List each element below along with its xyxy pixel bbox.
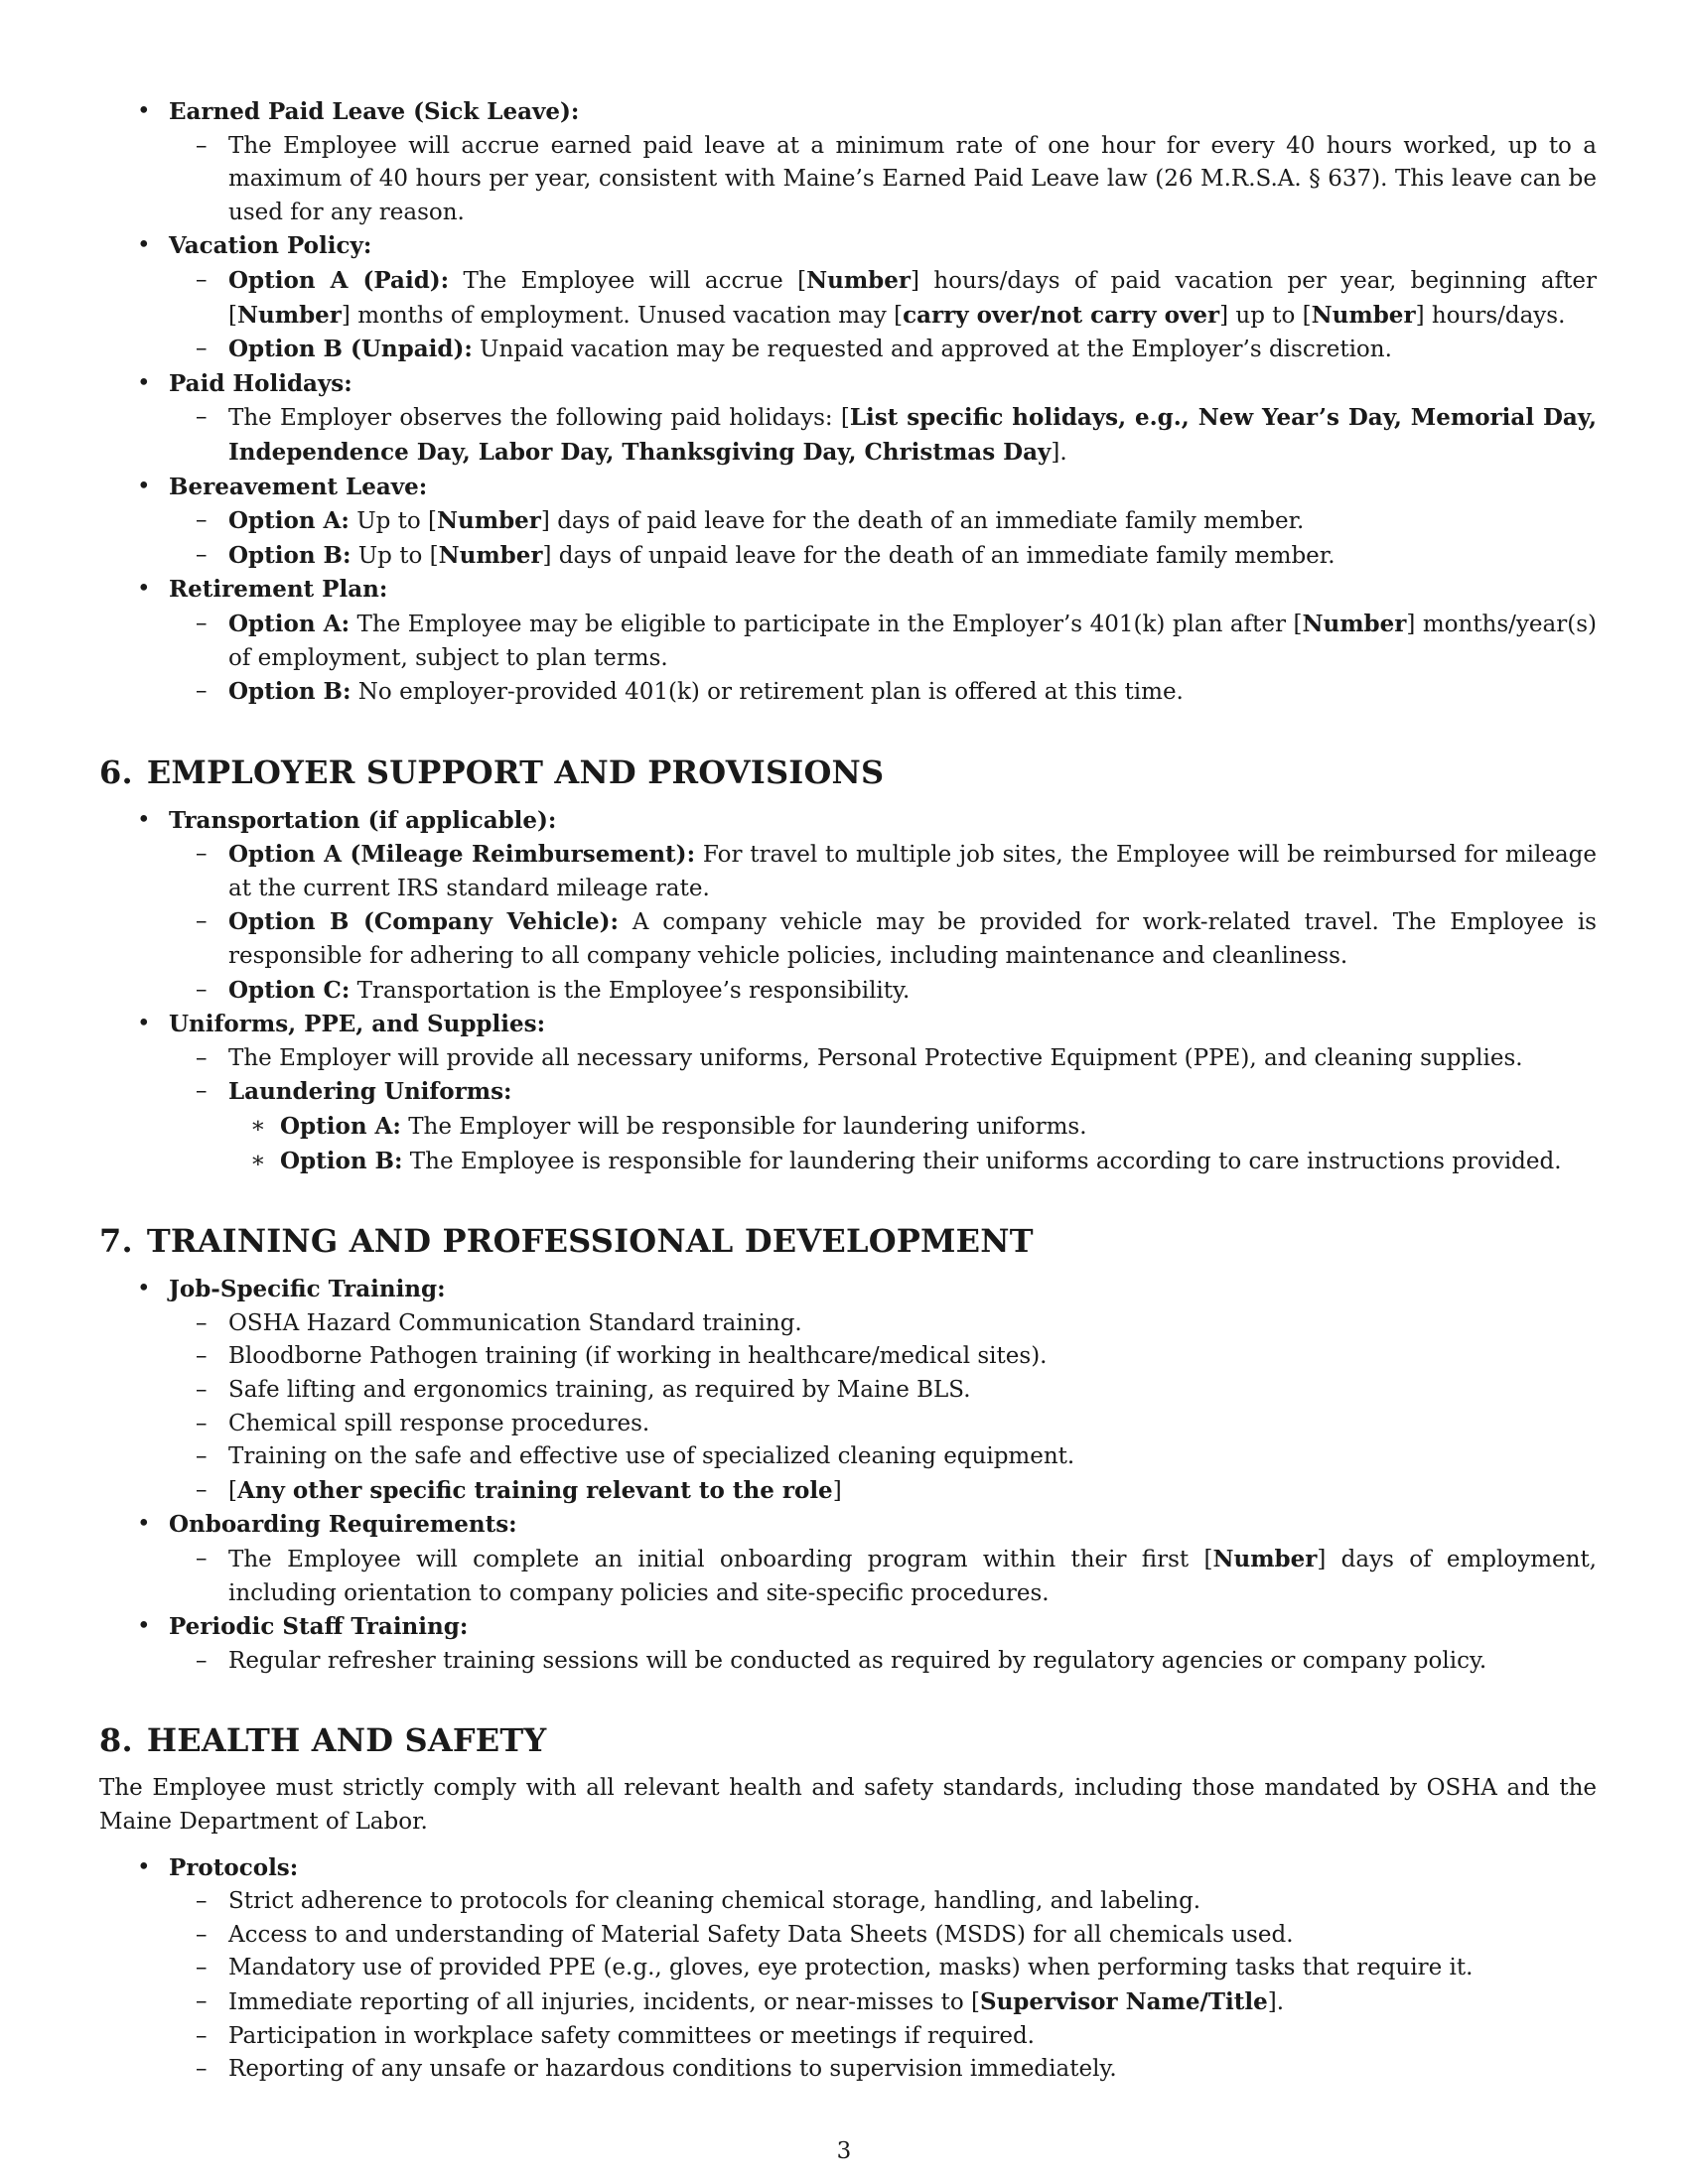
list-item (99, 608, 1597, 675)
list-item (99, 1408, 1597, 1441)
list-item (99, 471, 1597, 574)
body-text: A company vehicle may be provided for work-related travel. The Employee is responsible for adhering to all company vehicle policies, including maintenance and cleanliness. (228, 909, 1597, 970)
body-text: Immediate reporting of all injuries, incidents, or near-misses to [ (228, 1988, 980, 2015)
page-number: 3 (836, 2138, 852, 2164)
body-text: The Employee may be eligible to participate in the Employer’s 401(k) plan after [ (350, 611, 1303, 637)
body-text: The Employer observes the following paid holidays: [ (228, 405, 850, 432)
option-label: Option A (Mileage Reimbursement): (228, 841, 696, 869)
section-number: 7. (99, 1222, 133, 1261)
body-text: ] days of employment, including orientation to company policies and site-specific procedures. (228, 1546, 1597, 1606)
section-title: TRAINING AND PROFESSIONAL DEVELOPMENT (146, 1222, 1034, 1261)
option-label: Option A (Paid): (228, 266, 450, 294)
placeholder: Number (236, 301, 342, 329)
placeholder: Number (1302, 610, 1407, 637)
list-item (99, 333, 1597, 367)
section-heading-7 (99, 1221, 1597, 1261)
option-label: Option A: (228, 507, 350, 535)
list-item (99, 1110, 1597, 1145)
body-text: Unpaid vacation may be requested and approved at the Employer’s discretion. (472, 337, 1392, 363)
list-item (99, 1340, 1597, 1374)
item-heading: Protocols: (169, 1853, 299, 1881)
list-item (99, 974, 1597, 1009)
placeholder: Number (437, 507, 541, 535)
item-heading: Earned Paid Leave (Sick Leave): (169, 98, 580, 125)
list-item (99, 401, 1597, 470)
item-heading: Vacation Policy: (169, 232, 372, 260)
placeholder: Number (806, 266, 912, 294)
body-text: ] days of unpaid leave for the death of an immediate family member. (542, 542, 1336, 569)
section-heading-6 (99, 752, 1597, 792)
list-item (99, 1374, 1597, 1408)
body-text: ]. (1267, 1988, 1285, 2015)
placeholder: Number (438, 541, 543, 569)
body-text: Reporting of any unsafe or hazardous conditions to supervision immediately. (228, 2056, 1117, 2083)
safety-list (99, 1851, 1597, 2087)
list-item (99, 1307, 1597, 1341)
body-text: ] up to [ (1219, 302, 1312, 329)
placeholder: carry over/not carry over (903, 301, 1220, 329)
item-heading: Paid Holidays: (169, 369, 352, 397)
list-item (99, 1440, 1597, 1474)
section-title: HEALTH AND SAFETY (146, 1721, 547, 1760)
body-text: The Employer will be responsible for laundering uniforms. (400, 1114, 1087, 1141)
body-text: Up to [ (349, 508, 437, 535)
section-heading-8 (99, 1720, 1597, 1760)
option-label: Laundering Uniforms: (228, 1078, 512, 1106)
list-item (99, 675, 1597, 710)
option-label: Option B (Unpaid): (228, 336, 473, 363)
section-number: 8. (99, 1721, 133, 1760)
list-item (99, 804, 1597, 1009)
body-text: The Employer will provide all necessary uniforms, Personal Protective Equipment (PPE), and cleaning supplies. (228, 1044, 1523, 1071)
body-text: Access to and understanding of Material Safety Data Sheets (MSDS) for all chemicals used. (228, 1921, 1294, 1948)
body-text: Training on the safe and effective use of specialized cleaning equipment. (228, 1443, 1075, 1470)
benefits-list (99, 95, 1597, 710)
item-heading: Job-Specific Training: (169, 1276, 446, 1303)
body-text: Up to [ (351, 542, 439, 569)
body-text: OSHA Hazard Communication Standard training. (228, 1309, 802, 1336)
list-item (99, 1610, 1597, 1678)
placeholder: Number (1311, 301, 1416, 329)
list-item (99, 1851, 1597, 2087)
body-text: The Employee will accrue [ (449, 267, 807, 294)
body-text: ] months/year(s) of employment, subject to plan terms. (228, 611, 1597, 671)
list-item (99, 2020, 1597, 2054)
option-label: Option A: (228, 610, 351, 637)
option-label: Option A: (280, 1113, 401, 1141)
body-text: ] (832, 1477, 842, 1504)
placeholder: List specific holidays, e.g., New Year’s Day, Memorial Day, Independence Day, Labor Day, Thanksgiving Day, Christmas Day (228, 404, 1597, 466)
placeholder: Number (1212, 1545, 1318, 1572)
body-text: ] hours/days of paid vacation per year, beginning after [ (228, 267, 1597, 329)
body-text: The Employee is responsible for laundering their uniforms according to care instructions provided. (402, 1148, 1562, 1174)
list-item (99, 1985, 1597, 2020)
section-title: EMPLOYER SUPPORT AND PROVISIONS (146, 752, 885, 791)
option-label: Option C: (228, 976, 351, 1004)
body-text: For travel to multiple job sites, the Employee will be reimbursed for mileage at the current IRS standard mileage rate. (228, 842, 1597, 901)
list-item (99, 2053, 1597, 2087)
list-item (99, 1145, 1597, 1179)
support-list (99, 804, 1597, 1179)
list-item (99, 1008, 1597, 1178)
item-heading: Uniforms, PPE, and Supplies: (169, 1011, 546, 1038)
body-text: No employer-provided 401(k) or retirement plan is offered at this time. (351, 679, 1184, 706)
body-text: Safe lifting and ergonomics training, as required by Maine BLS. (228, 1377, 971, 1403)
body-text: ] days of paid leave for the death of an immediate family member. (540, 508, 1305, 535)
section-number: 6. (99, 752, 133, 791)
body-text: ] hours/days. (1415, 302, 1566, 329)
list-item (99, 905, 1597, 973)
list-item (99, 1042, 1597, 1076)
section-intro: The Employee must strictly comply with all relevant health and safety standards, including those mandated by OSHA and the Maine Department of Labor. (99, 1775, 1597, 1835)
placeholder: Any other specific training relevant to the role (236, 1476, 833, 1504)
body-text: [ (228, 1477, 237, 1504)
body-text: Regular refresher training sessions will be conducted as required by regulatory agencies or company policy. (228, 1647, 1487, 1674)
item-heading: Bereavement Leave: (169, 473, 428, 500)
body-text: ]. (1051, 439, 1067, 466)
list-item (99, 264, 1597, 333)
document-page (99, 95, 1597, 2087)
list-item (99, 1885, 1597, 1919)
list-item (99, 1474, 1597, 1509)
list-item (99, 539, 1597, 574)
list-item (99, 838, 1597, 905)
training-list (99, 1273, 1597, 1678)
item-heading: Onboarding Requirements: (169, 1511, 517, 1539)
option-label: Option B: (280, 1147, 403, 1174)
list-item (99, 1952, 1597, 1985)
body-text: The Employee will complete an initial onboarding program within their first [ (228, 1546, 1213, 1572)
list-item (99, 95, 1597, 229)
item-heading: Transportation (if applicable): (169, 806, 557, 834)
option-label: Option B (Company Vehicle): (228, 908, 620, 936)
option-label: Option B: (228, 541, 352, 569)
list-item (99, 573, 1597, 709)
list-item (99, 130, 1597, 230)
list-item (99, 1919, 1597, 1953)
list-item (99, 1508, 1597, 1610)
list-item (99, 1543, 1597, 1610)
body-text: Strict adherence to protocols for cleaning chemical storage, handling, and labeling. (228, 1888, 1201, 1915)
list-item (99, 1075, 1597, 1178)
body-text: Transportation is the Employee’s responsibility. (350, 977, 911, 1004)
list-item (99, 229, 1597, 366)
item-heading: Retirement Plan: (169, 576, 388, 604)
placeholder: Supervisor Name/Title (979, 1987, 1268, 2015)
body-text: ] months of employment. Unused vacation may [ (341, 302, 904, 329)
list-item (99, 1273, 1597, 1508)
body-text: Participation in workplace safety committees or meetings if required. (228, 2022, 1035, 2049)
list-item (99, 504, 1597, 539)
body-text: The Employee will accrue earned paid leave at a minimum rate of one hour for every 40 hours worked, up to a maximum of 40 hours per year, consistent with Maine’s Earned Paid Leave law (26 M.R.S.A. § 637). This leave can be used for any reason. (228, 132, 1597, 225)
body-text: Chemical spill response procedures. (228, 1410, 650, 1436)
list-item (99, 367, 1597, 471)
body-text: Mandatory use of provided PPE (e.g., gloves, eye protection, masks) when performing tasks that require it. (228, 1955, 1474, 1981)
item-heading: Periodic Staff Training: (169, 1613, 469, 1641)
body-text: Bloodborne Pathogen training (if working in healthcare/medical sites). (228, 1343, 1048, 1370)
list-item (99, 1645, 1597, 1679)
option-label: Option B: (228, 678, 352, 706)
